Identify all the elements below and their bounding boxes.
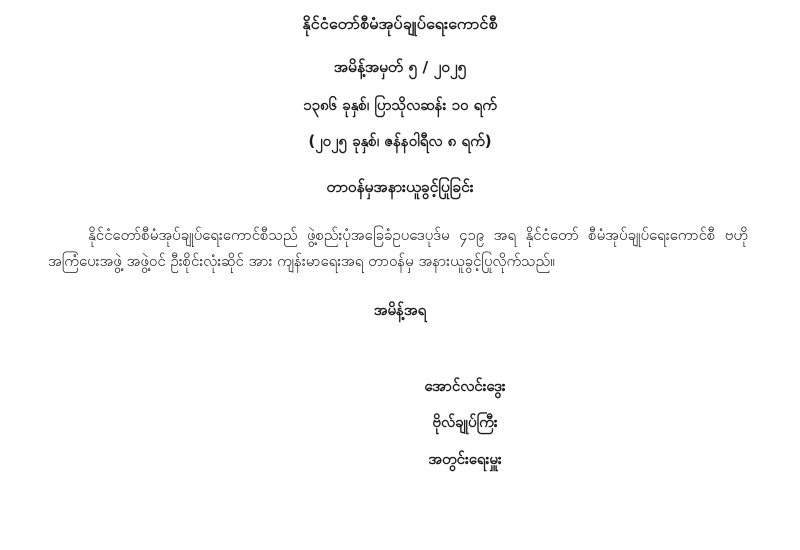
signatory-name: အောင်လင်းဒွေး (424, 376, 506, 395)
order-number: အမိန့်အမှတ် ၅ / ၂၀၂၅ (333, 58, 467, 76)
body-paragraph-text: နိုင်ငံတော်စီမံအုပ်ချုပ်ရေးကောင်စီသည် ဖွဲ့စည်းပုံအခြေခံဥပဒေပုဒ်မ ၄၁၉ အရ နိုင်ငံတော် စီမံအုပ်ချုပ်ရေးကောင်စီ ဗဟိုအကြံပေးအဖွဲ့ အဖွဲ့ဝင် ဦးစိုင်းလုံးဆိုင် အား ကျန်းမာရေးအရ တာဝန်မှ အနားယူခွင့်ပြုလိုက်သည်။ (48, 225, 748, 271)
date-traditional: ၁၃၈၆ ခုနှစ်၊ ပြာသိုလဆန်း ၁၀ ရက် (303, 96, 497, 115)
signature-block (46, 375, 754, 471)
document-subject: တာဝန်မှအနားယူခွင့်ပြုခြင်း (326, 178, 474, 197)
by-order-label: အမိန့်အရ (373, 300, 427, 319)
signatory-title: အတွင်းရေးမှူး (428, 449, 502, 468)
date-gregorian: (၂၀၂၅ ခုနှစ်၊ ဇန်နဝါရီလ ၈ ရက်) (308, 131, 492, 150)
body-text (46, 222, 754, 275)
body-paragraph (48, 222, 748, 275)
signatory-rank: ဗိုလ်ချုပ်ကြီး (432, 413, 498, 432)
organization-title: နိုင်ငံတော်စီမံအုပ်ချုပ်ရေးကောင်စီ (302, 14, 498, 33)
